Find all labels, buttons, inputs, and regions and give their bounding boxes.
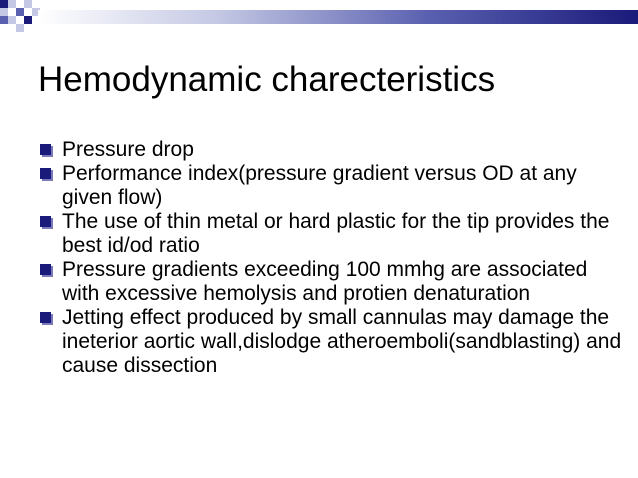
square-bullet-icon bbox=[40, 144, 51, 155]
bullet-item bbox=[40, 138, 630, 162]
bullet-text: Pressure gradients exceeding 100 mmhg are associated with excessive hemolysis and protien denaturation bbox=[62, 258, 588, 305]
slide-title: Hemodynamic charecteristics bbox=[38, 60, 496, 99]
square-bullet-icon bbox=[40, 216, 51, 227]
bullet-list bbox=[40, 138, 630, 378]
square-bullet-icon bbox=[40, 312, 51, 323]
bullet-item bbox=[40, 258, 630, 306]
square-bullet-icon bbox=[40, 168, 51, 179]
bullet-text: The use of thin metal or hard plastic for the tip provides the best id/od ratio bbox=[62, 210, 610, 257]
bullet-text: Pressure drop bbox=[62, 138, 194, 161]
bullet-text: Jetting effect produced by small cannulas may damage the ineterior aortic wall,dislodge atheroemboli(sandblasting) and cause dissection bbox=[62, 306, 622, 377]
bullet-item bbox=[40, 306, 630, 378]
bullet-item bbox=[40, 162, 630, 210]
square-bullet-icon bbox=[40, 264, 51, 275]
header-gradient-bar bbox=[38, 10, 638, 24]
bullet-item bbox=[40, 210, 630, 258]
bullet-text: Performance index(pressure gradient versus OD at any given flow) bbox=[62, 162, 577, 209]
